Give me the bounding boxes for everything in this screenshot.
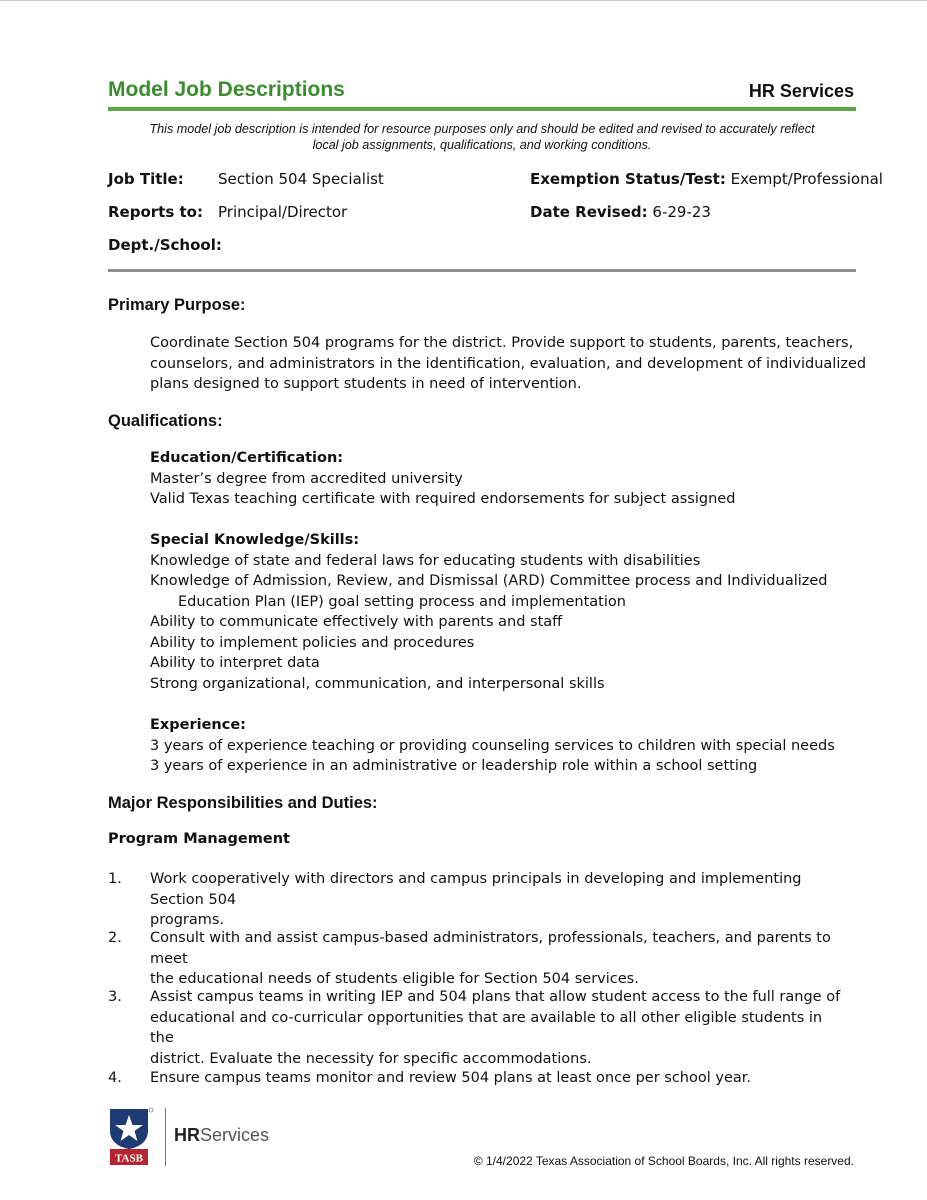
skill-item: Ability to implement policies and procedures bbox=[150, 634, 475, 651]
reports-to-value: Principal/Director bbox=[218, 203, 348, 221]
duty-line: Work cooperatively with directors and campus principals in developing and implementing Section 504 bbox=[150, 871, 802, 908]
purpose-line: plans designed to support students in need of intervention. bbox=[150, 376, 582, 392]
skill-item: Knowledge of state and federal laws for educating students with disabilities bbox=[150, 552, 701, 569]
duty-number: 3. bbox=[108, 989, 122, 1005]
responsibilities-heading: Major Responsibilities and Duties: bbox=[108, 794, 378, 812]
skill-item: Ability to interpret data bbox=[150, 655, 320, 671]
job-title-label: Job Title: bbox=[108, 170, 184, 188]
duty-line: the educational needs of students eligible for Section 504 services. bbox=[150, 971, 639, 987]
top-border bbox=[0, 0, 927, 1]
tasb-hr-services-logo bbox=[108, 1107, 278, 1169]
document-header bbox=[108, 78, 856, 106]
duty-number: 1. bbox=[108, 871, 122, 887]
duty-line: Ensure campus teams monitor and review 504 plans at least once per school year. bbox=[150, 1070, 751, 1086]
purpose-line: Coordinate Section 504 programs for the district. Provide support to students, parents, teachers, bbox=[150, 335, 854, 351]
experience-heading: Experience: bbox=[150, 717, 246, 733]
experience-section bbox=[150, 715, 850, 777]
experience-item: 3 years of experience in an administrative or leadership role within a school setting bbox=[150, 758, 758, 774]
qualifications-heading: Qualifications: bbox=[108, 412, 223, 430]
duty-line: educational and co-curricular opportunities that are available to all other eligible students in the bbox=[150, 1009, 823, 1046]
header-rule bbox=[108, 107, 856, 111]
primary-purpose-heading: Primary Purpose: bbox=[108, 296, 246, 314]
logo-divider bbox=[165, 1108, 166, 1166]
dept-row bbox=[108, 236, 222, 254]
disclaimer-line-2: local job assignments, qualifications, and working conditions. bbox=[312, 138, 652, 152]
disclaimer bbox=[108, 121, 856, 153]
experience-item: 3 years of experience teaching or providing counseling services to children with special needs bbox=[150, 737, 835, 754]
reports-to-label: Reports to: bbox=[108, 203, 203, 221]
copyright-notice: © 1/4/2022 Texas Association of School Boards, Inc. All rights reserved. bbox=[473, 1154, 854, 1168]
education-heading: Education/Certification: bbox=[150, 450, 344, 466]
duty-line: Consult with and assist campus-based administrators, professionals, teachers, and parents to meet bbox=[150, 930, 831, 967]
program-management-heading: Program Management bbox=[108, 831, 290, 847]
date-revised-row bbox=[530, 203, 711, 221]
primary-purpose-text bbox=[150, 333, 867, 395]
skills-heading: Special Knowledge/Skills: bbox=[150, 532, 360, 548]
job-title-value: Section 504 Specialist bbox=[218, 170, 384, 188]
skill-item-continued: Education Plan (IEP) goal setting process and implementation bbox=[178, 593, 626, 610]
reports-to-row bbox=[108, 203, 203, 221]
duty-number: 4. bbox=[108, 1070, 122, 1086]
duty-number: 2. bbox=[108, 930, 122, 946]
education-item: Valid Texas teaching certificate with required endorsements for subject assigned bbox=[150, 491, 736, 507]
exemption-value: Exempt/Professional bbox=[730, 170, 883, 188]
info-rule bbox=[108, 269, 856, 272]
logo-text bbox=[174, 1125, 269, 1146]
exemption-row bbox=[530, 170, 883, 188]
header-hr-services: HR Services bbox=[748, 81, 854, 101]
logo-services: Services bbox=[200, 1125, 270, 1145]
skills-section bbox=[150, 530, 850, 694]
skill-item: Knowledge of Admission, Review, and Dismissal (ARD) Committee process and Individualized bbox=[150, 573, 828, 589]
dept-label: Dept./School: bbox=[108, 236, 222, 254]
disclaimer-line-1: This model job description is intended for resource purposes only and should be edited and revised to accurately reflect bbox=[149, 122, 815, 136]
date-revised-label: Date Revised: bbox=[530, 203, 648, 221]
skill-item: Ability to communicate effectively with parents and staff bbox=[150, 614, 563, 630]
duty-line: district. Evaluate the necessity for specific accommodations. bbox=[150, 1050, 592, 1067]
job-title-row bbox=[108, 170, 184, 188]
duty-line: Assist campus teams in writing IEP and 504 plans that allow student access to the full range of bbox=[150, 989, 841, 1005]
education-section bbox=[150, 448, 850, 510]
duty-line: programs. bbox=[150, 912, 225, 928]
exemption-label: Exemption Status/Test: bbox=[530, 170, 726, 188]
page-title: Model Job Descriptions bbox=[108, 78, 345, 101]
tasb-star-logo-icon bbox=[108, 1107, 154, 1165]
purpose-line: counselors, and administrators in the identification, evaluation, and development of individualized bbox=[150, 355, 867, 372]
skill-item: Strong organizational, communication, and interpersonal skills bbox=[150, 675, 605, 692]
date-revised-value: 6-29-23 bbox=[652, 203, 711, 221]
education-item: Master’s degree from accredited university bbox=[150, 470, 463, 487]
logo-word: TASB bbox=[115, 1152, 143, 1165]
logo-hr: HR bbox=[174, 1125, 200, 1145]
